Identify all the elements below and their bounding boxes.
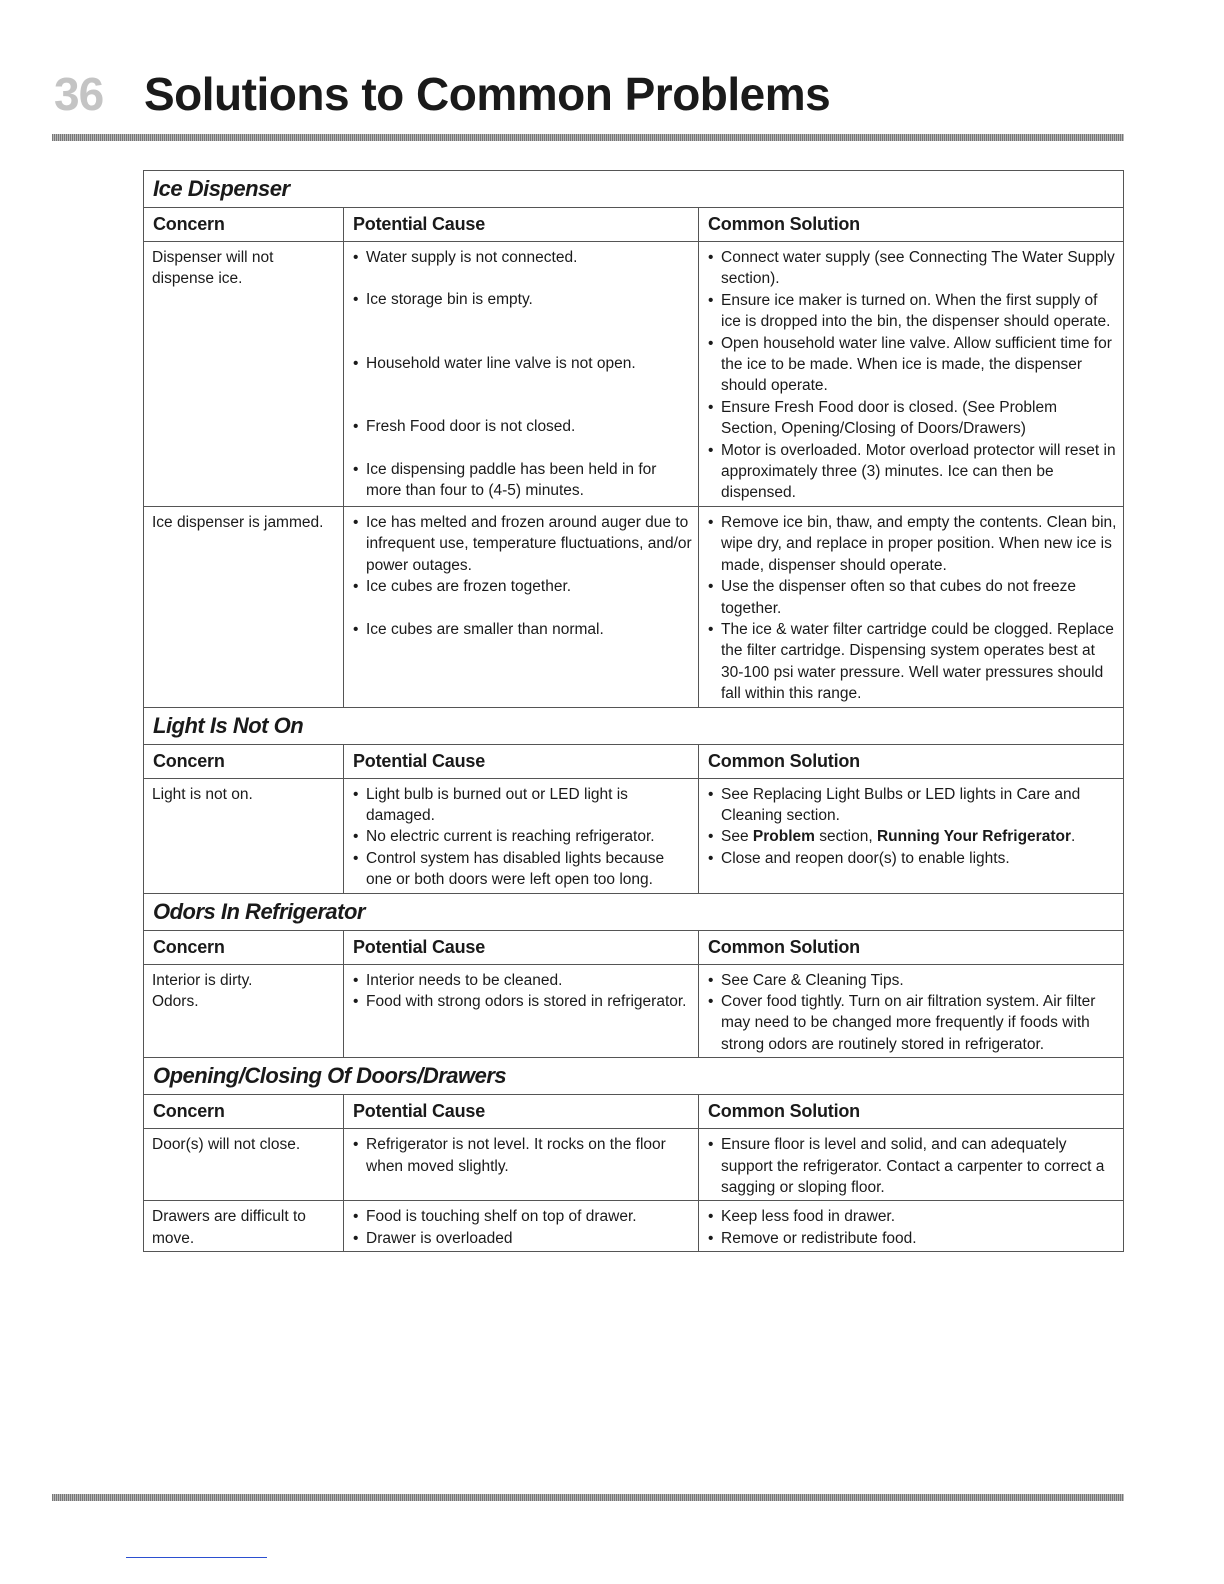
column-header-cause: Potential Cause bbox=[344, 744, 699, 778]
column-header-cause: Potential Cause bbox=[344, 930, 699, 964]
cause-item: • Ice cubes are frozen together. bbox=[352, 576, 692, 597]
cause-item: • Light bulb is burned out or LED light is damaged. bbox=[352, 784, 692, 827]
footer-link-underline bbox=[126, 1557, 267, 1558]
solution-cell bbox=[699, 506, 1124, 707]
section-title-row bbox=[144, 171, 1124, 208]
cause-item: • Drawer is overloaded bbox=[352, 1228, 692, 1249]
solution-text: See bbox=[721, 828, 753, 846]
concern-cell bbox=[144, 964, 344, 1058]
cause-item: • Refrigerator is not level. It rocks on the floor when moved slightly. bbox=[352, 1134, 692, 1177]
solution-item: • Close and reopen door(s) to enable lights. bbox=[707, 848, 1117, 869]
cause-item: • Food is touching shelf on top of drawer. bbox=[352, 1206, 692, 1227]
table-row bbox=[144, 1201, 1124, 1252]
column-header-row bbox=[144, 1095, 1124, 1129]
cause-item: • Food with strong odors is stored in refrigerator. bbox=[352, 991, 692, 1012]
table-row bbox=[144, 242, 1124, 507]
solution-cell bbox=[699, 242, 1124, 507]
concern-cell: Door(s) will not close. bbox=[144, 1129, 344, 1201]
solution-item: • Use the dispenser often so that cubes do not freeze together. bbox=[707, 576, 1117, 619]
cause-item: • Household water line valve is not open. bbox=[352, 353, 692, 374]
cause-cell bbox=[344, 1129, 699, 1201]
cause-item: • Interior needs to be cleaned. bbox=[352, 970, 692, 991]
solution-item: • See Care & Cleaning Tips. bbox=[707, 970, 1117, 991]
cause-cell bbox=[344, 964, 699, 1058]
column-header-concern: Concern bbox=[144, 1095, 344, 1129]
cause-cell bbox=[344, 506, 699, 707]
column-header-solution: Common Solution bbox=[699, 1095, 1124, 1129]
table-row bbox=[144, 506, 1124, 707]
solution-cell bbox=[699, 778, 1124, 893]
solution-item: • The ice & water filter cartridge could be clogged. Replace the filter cartridge. Dispensing system operates best at 30-100 psi water pressure. Well water pressures should fall within this range. bbox=[707, 619, 1117, 705]
solution-cell bbox=[699, 1129, 1124, 1201]
solution-item: • Motor is overloaded. Motor overload protector will reset in approximately three (3) minutes. Ice can then be dispensed. bbox=[707, 440, 1117, 504]
solution-text: section, bbox=[814, 828, 877, 846]
solution-item: • Keep less food in drawer. bbox=[707, 1206, 1117, 1227]
section-title-odors: Odors In Refrigerator bbox=[144, 893, 1124, 930]
solution-item: • Open household water line valve. Allow sufficient time for the ice to be made. When ice is made, the dispenser should operate. bbox=[707, 333, 1117, 397]
solution-cell bbox=[699, 1201, 1124, 1252]
solution-item: • Cover food tightly. Turn on air filtration system. Air filter may need to be changed more frequently if foods with strong odors are routinely stored in refrigerator. bbox=[707, 991, 1117, 1055]
solution-item: • Remove ice bin, thaw, and empty the contents. Clean bin, wipe dry, and replace in proper position. When new ice is made, dispenser should operate. bbox=[707, 512, 1117, 576]
section-title-light: Light Is Not On bbox=[144, 707, 1124, 744]
column-header-solution: Common Solution bbox=[699, 744, 1124, 778]
page-title: Solutions to Common Problems bbox=[144, 68, 831, 120]
page-header bbox=[52, 64, 1124, 124]
solution-text: . bbox=[1070, 828, 1076, 846]
troubleshooting-table-container bbox=[143, 170, 1123, 1252]
cause-cell bbox=[344, 778, 699, 893]
concern-line: Odors. bbox=[152, 992, 199, 1010]
cause-item: • Fresh Food door is not closed. bbox=[352, 416, 692, 437]
header-rule bbox=[52, 134, 1124, 141]
cause-cell bbox=[344, 1201, 699, 1252]
solution-item: • Ensure Fresh Food door is closed. (See Problem Section, Opening/Closing of Doors/Drawers) bbox=[707, 397, 1117, 440]
solution-item bbox=[707, 826, 1117, 847]
column-header-solution: Common Solution bbox=[699, 930, 1124, 964]
cause-item: • Water supply is not connected. bbox=[352, 247, 692, 268]
solution-item: • See Replacing Light Bulbs or LED lights in Care and Cleaning section. bbox=[707, 784, 1117, 827]
section-title-ice-dispenser: Ice Dispenser bbox=[144, 171, 1124, 208]
page-number: 36 bbox=[54, 68, 104, 120]
solution-item: • Remove or redistribute food. bbox=[707, 1228, 1117, 1249]
problem-reference: Problem bbox=[752, 828, 815, 846]
concern-cell: Dispenser will not dispense ice. bbox=[144, 242, 344, 507]
column-header-row bbox=[144, 744, 1124, 778]
cause-item: • Ice has melted and frozen around auger due to infrequent use, temperature fluctuations, and/or power outages. bbox=[352, 512, 692, 576]
column-header-cause: Potential Cause bbox=[344, 1095, 699, 1129]
solution-cell bbox=[699, 964, 1124, 1058]
footer-rule bbox=[52, 1494, 1124, 1501]
cause-item: • Ice cubes are smaller than normal. bbox=[352, 619, 692, 640]
column-header-concern: Concern bbox=[144, 930, 344, 964]
cause-item: • Ice dispensing paddle has been held in for more than four to (4-5) minutes. bbox=[352, 459, 692, 502]
column-header-row bbox=[144, 930, 1124, 964]
cause-item: • Ice storage bin is empty. bbox=[352, 289, 692, 310]
table-row bbox=[144, 964, 1124, 1058]
table-row bbox=[144, 1129, 1124, 1201]
cause-item: • No electric current is reaching refrigerator. bbox=[352, 826, 692, 847]
column-header-solution: Common Solution bbox=[699, 208, 1124, 242]
troubleshooting-table bbox=[143, 170, 1124, 1252]
section-title-doors: Opening/Closing Of Doors/Drawers bbox=[144, 1058, 1124, 1095]
concern-line: Interior is dirty. bbox=[152, 971, 253, 989]
column-header-concern: Concern bbox=[144, 744, 344, 778]
section-title-row bbox=[144, 1058, 1124, 1095]
concern-cell: Light is not on. bbox=[144, 778, 344, 893]
concern-cell: Ice dispenser is jammed. bbox=[144, 506, 344, 707]
solution-item: • Ensure ice maker is turned on. When the first supply of ice is dropped into the bin, the dispenser should operate. bbox=[707, 290, 1117, 333]
section-title-row bbox=[144, 707, 1124, 744]
column-header-cause: Potential Cause bbox=[344, 208, 699, 242]
column-header-concern: Concern bbox=[144, 208, 344, 242]
solution-item: • Ensure floor is level and solid, and can adequately support the refrigerator. Contact a carpenter to correct a sagging or sloping floor. bbox=[707, 1134, 1117, 1198]
solution-item: • Connect water supply (see Connecting The Water Supply section). bbox=[707, 247, 1117, 290]
concern-cell: Drawers are difficult to move. bbox=[144, 1201, 344, 1252]
table-row bbox=[144, 778, 1124, 893]
cause-cell bbox=[344, 242, 699, 507]
section-title-row bbox=[144, 893, 1124, 930]
column-header-row bbox=[144, 208, 1124, 242]
running-reference: Running Your Refrigerator bbox=[876, 828, 1071, 846]
cause-item: • Control system has disabled lights because one or both doors were left open too long. bbox=[352, 848, 692, 891]
